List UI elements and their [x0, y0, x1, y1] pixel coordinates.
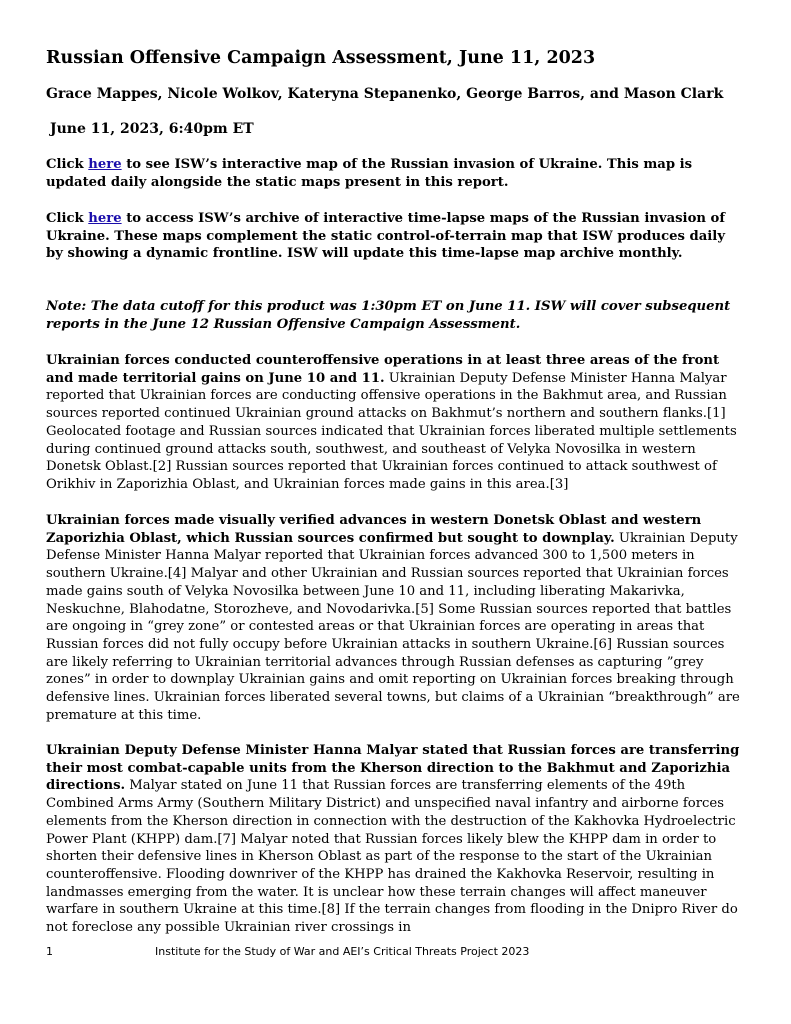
paragraph-lead: Ukrainian forces conducted counteroffensive operations in at least three areas of the front and made territorial gains on June 10 and 11. [46, 353, 720, 386]
interactive-map-notice [46, 156, 746, 191]
paragraph [46, 742, 746, 937]
notice-text: to see ISW’s interactive map of the Russian invasion of Ukraine. This map is updated daily alongside the static maps present in this report. [46, 157, 693, 190]
paragraph-lead: Ukrainian Deputy Defense Minister Hanna Malyar stated that Russian forces are transferring their most combat-capable units from the Kherson direction to the Bakhmut and Zaporizhia directions. [46, 743, 740, 794]
paragraph-lead: Ukrainian forces made visually verified advances in western Donetsk Oblast and western Zaporizhia Oblast, which Russian sources confirmed but sought to downplay. [46, 513, 702, 546]
interactive-map-link[interactable]: here [88, 157, 122, 172]
paragraph-body: Ukrainian Deputy Defense Minister Hanna Malyar reported that Ukrainian forces advanced 300 to 1,500 meters in southern Ukraine.[4] Malyar and other Ukrainian and Russian sources reported that Ukrainian forces made gains south of Velyka Novosilka between June 10 and 11, including liberating Makarivka, Neskuchne, Blahodatne, Storozheve, and Novodarivka.[5] Some Russian sources reported that battles are ongoing in “grey zone” or contested areas or that Ukrainian forces are operating in areas that Russian forces did not fully occupy before Ukrainian attacks in southern Ukraine.[6] Russian sources are likely referring to Ukrainian territorial advances through Russian defenses as capturing ”grey zones” in order to downplay Ukrainian gains and omit reporting on Ukrainian forces breaking through defensive lines. Ukrainian forces liberated several towns, but claims of a Ukrainian “breakthrough” are premature at this time. [46, 530, 740, 723]
timelapse-archive-notice [46, 210, 746, 263]
notice-text: Click [46, 211, 89, 226]
paragraph [46, 352, 746, 494]
footer-organization: Institute for the Study of War and AEI’s Critical Threats Project 2023 [155, 945, 530, 958]
report-date: June 11, 2023, 6:40pm ET [50, 121, 254, 137]
report-authors: Grace Mappes, Nicole Wolkov, Kateryna Stepanenko, George Barros, and Mason Clark [46, 86, 724, 102]
data-cutoff-note: Note: The data cutoff for this product was 1:30pm ET on June 11. ISW will cover subsequent reports in the June 12 Russian Offensive Campaign Assessment. [46, 299, 731, 332]
page-number: 1 [46, 945, 53, 958]
paragraph [46, 512, 746, 724]
report-title: Russian Offensive Campaign Assessment, June 11, 2023 [46, 48, 596, 68]
paragraph-body: Malyar stated on June 11 that Russian forces are transferring elements of the 49th Combined Arms Army (Southern Military District) and unspecified naval infantry and airborne forces elements from the Kherson direction in connection with the destruction of the Kakhovka Hydroelectric Power Plant (KHPP) dam.[7] Malyar noted that Russian forces likely blew the KHPP dam in order to shorten their defensive lines in Kherson Oblast as part of the response to the start of the Ukrainian counteroffensive. Flooding downriver of the KHPP has drained the Kakhovka Reservoir, resulting in landmasses emerging from the water. It is unclear how these terrain changes will affect maneuver warfare in southern Ukraine at this time.[8] If the terrain changes from flooding in the Dnipro River do not foreclose any possible Ukrainian river crossings in [46, 778, 738, 936]
timelapse-archive-link[interactable]: here [88, 211, 122, 226]
notice-text: Click [46, 157, 89, 172]
paragraph-body: Ukrainian Deputy Defense Minister Hanna Malyar reported that Ukrainian forces are conducting offensive operations in the Bakhmut area, and Russian sources reported continued Ukrainian ground attacks on Bakhmut’s northern and southern flanks.[1] Geolocated footage and Russian sources indicated that Ukrainian forces liberated multiple settlements during continued ground attacks south, southwest, and southeast of Velyka Novosilka in western Donetsk Oblast.[2] Russian sources reported that Ukrainian forces continued to attack southwest of Orikhiv in Zaporizhia Oblast, and Ukrainian forces made gains in this area.[3] [46, 370, 737, 492]
notice-text: to access ISW’s archive of interactive time-lapse maps of the Russian invasion of Ukraine. These maps complement the static control-of-terrain map that ISW produces daily by showing a dynamic frontline. ISW will update this time-lapse map archive monthly. [46, 211, 726, 262]
